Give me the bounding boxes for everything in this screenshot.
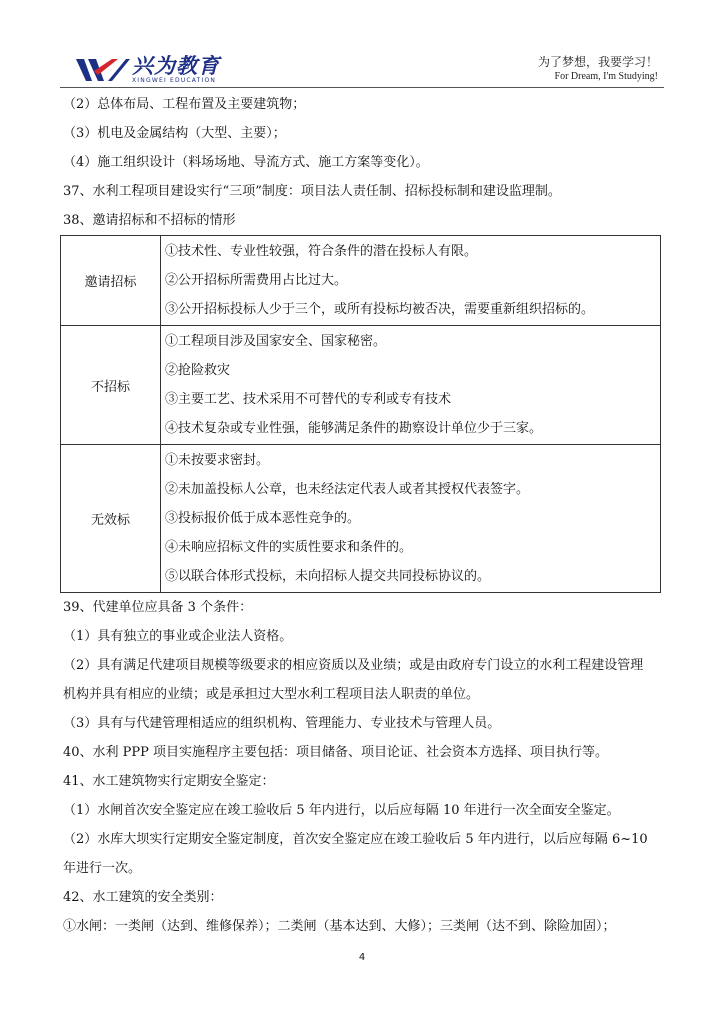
table-item: ③主要工艺、技术采用不可替代的专利或专有技术 [165, 392, 452, 407]
table-row [61, 445, 661, 593]
table-category-cell: 无效标 [61, 445, 161, 593]
table-item: ③公开招标投标人少于三个，或所有投标均被否决，需要重新组织招标的。 [165, 302, 595, 317]
section-heading: 42、水工建筑的安全类别： [63, 890, 223, 905]
text-line: （2）水库大坝实行定期安全鉴定制度，首次安全鉴定应在竣工验收后 5 年内进行，以后应每隔 6~10 [63, 832, 648, 847]
table-items-cell [161, 326, 661, 445]
table-item: ④未响应招标文件的实质性要求和条件的。 [165, 540, 413, 555]
table-row [61, 326, 661, 445]
text-line: （3）具有与代建管理相适应的组织机构、管理能力、专业技术与管理人员。 [63, 716, 501, 731]
page-number: 4 [358, 952, 366, 963]
tender-cases-table [60, 235, 661, 593]
logo-chinese-name: 兴为教育 [132, 54, 220, 78]
text-line: （2）具有满足代建项目规模等级要求的相应资质以及业绩；或是由政府专门设立的水利工程建设管理 [63, 658, 644, 673]
text-line: 年进行一次。 [63, 861, 142, 876]
table-item: ①未按要求密封。 [165, 453, 270, 468]
table-category-cell: 邀请招标 [61, 236, 161, 326]
text-line: 机构并具有相应的业绩；或是承担过大型水利工程项目法人职责的单位。 [63, 687, 480, 702]
slogan-english: For Dream, I'm Studying! [554, 71, 658, 82]
logo-english-name: XINGWEI EDUCATION [132, 77, 217, 84]
section-heading: 40、水利 PPP 项目实施程序主要包括：项目储备、项目论证、社会资本方选择、项目执行等。 [63, 745, 609, 760]
header-divider [60, 87, 664, 88]
table-item: ①技术性、专业性较强，符合条件的潜在投标人有限。 [165, 244, 478, 259]
table-category-cell: 不招标 [61, 326, 161, 445]
table-item: ②公开招标所需费用占比过大。 [165, 273, 348, 288]
table-item: ③投标报价低于成本恶性竞争的。 [165, 511, 361, 526]
document-body [63, 90, 663, 941]
xingwei-logo-icon [74, 55, 130, 85]
text-line: ①水闸：一类闸（达到、维修保养）；二类闸（基本达到、大修）；三类闸（达不到、除险加固）； [63, 919, 616, 934]
text-line: 37、水利工程项目建设实行“三项”制度：项目法人责任制、招标投标制和建设监理制。 [63, 184, 561, 199]
table-item: ②未加盖投标人公章，也未经法定代表人或者其授权代表签字。 [165, 482, 530, 497]
brand-logo [74, 54, 220, 86]
slogan-chinese: 为了梦想，我要学习！ [537, 55, 658, 69]
text-line: （2）总体布局、工程布置及主要建筑物； [63, 97, 306, 112]
text-line: （1）水闸首次安全鉴定应在竣工验收后 5 年内进行，以后应每隔 10 年进行一次全面安全鉴定。 [63, 803, 620, 818]
text-line: （4）施工组织设计（料场场地、导流方式、施工方案等变化）。 [63, 155, 429, 170]
section-heading: 39、代建单位应具备 3 个条件： [63, 600, 253, 615]
text-line: （1）具有独立的事业或企业法人资格。 [63, 629, 293, 644]
table-items-cell [161, 236, 661, 326]
table-item: ①工程项目涉及国家安全、国家秘密。 [165, 334, 387, 349]
section-heading: 38、邀请招标和不招标的情形 [63, 213, 236, 228]
section-heading: 41、水工建筑物实行定期安全鉴定： [63, 774, 275, 789]
table-item: ④技术复杂或专业性强，能够满足条件的勘察设计单位少于三家。 [165, 421, 543, 436]
table-items-cell [161, 445, 661, 593]
page-header [60, 44, 664, 90]
text-line: （3）机电及金属结构（大型、主要）； [63, 126, 286, 141]
table-item: ⑤以联合体形式投标，未向招标人提交共同投标协议的。 [165, 569, 491, 584]
header-slogan [538, 54, 658, 84]
table-item: ②抢险救灾 [165, 363, 231, 378]
table-row [61, 236, 661, 326]
